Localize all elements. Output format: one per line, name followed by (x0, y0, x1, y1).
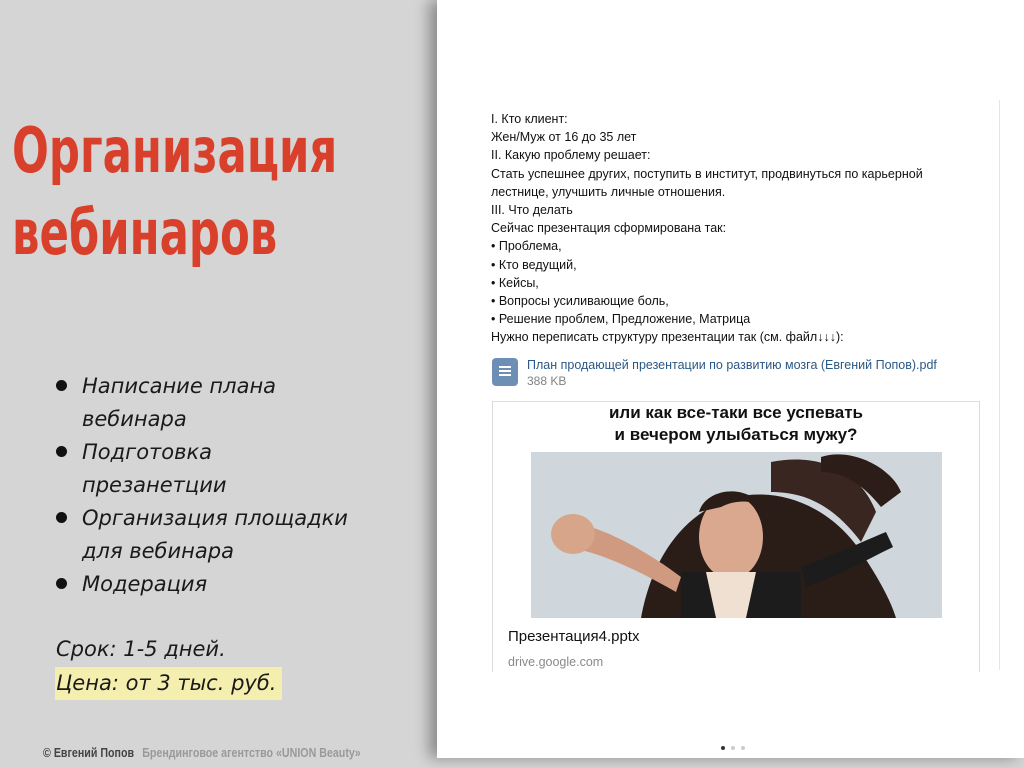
page-indicator[interactable] (721, 737, 751, 743)
post-text (491, 110, 991, 347)
page-dot[interactable] (721, 746, 725, 750)
document-icon (492, 358, 518, 386)
post-line: • Кто ведущий, (491, 257, 577, 272)
post-line: Стать успешнее других, поступить в институт, продвинуться по карьерной (491, 166, 923, 181)
post-line: лестнице, улучшить личные отношения. (491, 184, 726, 199)
service-item-line-2: вебинара (82, 407, 187, 431)
link-card-caption (493, 402, 979, 446)
footer (43, 745, 361, 760)
service-item-line-1: Модерация (82, 572, 208, 596)
slide-title-line-2: вебинаров (12, 196, 278, 269)
vk-post (491, 100, 1000, 670)
post-line: II. Какую проблему решает: (491, 148, 651, 163)
post-line: III. Что делать (491, 203, 573, 218)
service-item-line-1: Написание плана (82, 374, 277, 398)
link-card-file-name[interactable]: Презентация4.pptx (508, 628, 640, 645)
bullet-icon (56, 446, 67, 457)
bullet-icon (56, 380, 67, 391)
link-card[interactable] (492, 401, 980, 672)
service-item-line-1: Подготовка (82, 440, 213, 464)
page-dot[interactable] (731, 746, 735, 750)
bullet-icon (56, 512, 67, 523)
slide-title (12, 110, 338, 274)
link-card-caption-line-2: и вечером улыбаться мужу? (614, 425, 858, 444)
attachment-size: 388 KB (527, 374, 567, 388)
service-item-line-2: презанетции (82, 473, 227, 497)
post-line: • Решение проблем, Предложение, Матрица (491, 312, 751, 327)
service-item (56, 370, 426, 436)
post-line: • Вопросы усиливающие боль, (491, 294, 669, 309)
link-card-caption-line-1: или как все-таки все успевать (608, 403, 863, 422)
bullet-icon (56, 578, 67, 589)
link-card-domain: drive.google.com (508, 655, 604, 669)
service-item-line-2: для вебинара (82, 539, 234, 563)
term-text: Срок: 1-5 дней. (56, 637, 226, 661)
post-line: Сейчас презентация сформирована так: (491, 221, 727, 236)
post-line: I. Кто клиент: (491, 112, 568, 126)
slide-title-line-1: Организация (12, 114, 338, 187)
service-item (56, 436, 426, 502)
post-line: Жен/Муж от 16 до 35 лет (491, 130, 637, 145)
slide-left-panel (0, 0, 437, 768)
post-line: • Проблема, (491, 239, 562, 254)
footer-agency: Брендинговое агентство «UNION Beauty» (142, 745, 361, 760)
screenshot-panel (437, 0, 1024, 758)
document-attachment[interactable] (491, 356, 991, 388)
service-item (56, 502, 426, 568)
service-list (56, 370, 426, 601)
service-item (56, 568, 426, 601)
service-item-line-1: Организация площадки (82, 506, 348, 530)
link-card-image[interactable] (531, 452, 942, 618)
woman-punching-photo (531, 452, 942, 618)
price-text: Цена: от 3 тыс. руб. (55, 667, 282, 700)
attachment-name[interactable]: План продающей презентации по развитию мозга (Евгений Попов).pdf (527, 358, 937, 372)
footer-author: © Евгений Попов (43, 745, 135, 760)
post-line: Нужно переписать структуру презентации так (см. файл↓↓↓): (491, 330, 844, 345)
page-dot[interactable] (741, 746, 745, 750)
post-line: • Кейсы, (491, 275, 539, 290)
